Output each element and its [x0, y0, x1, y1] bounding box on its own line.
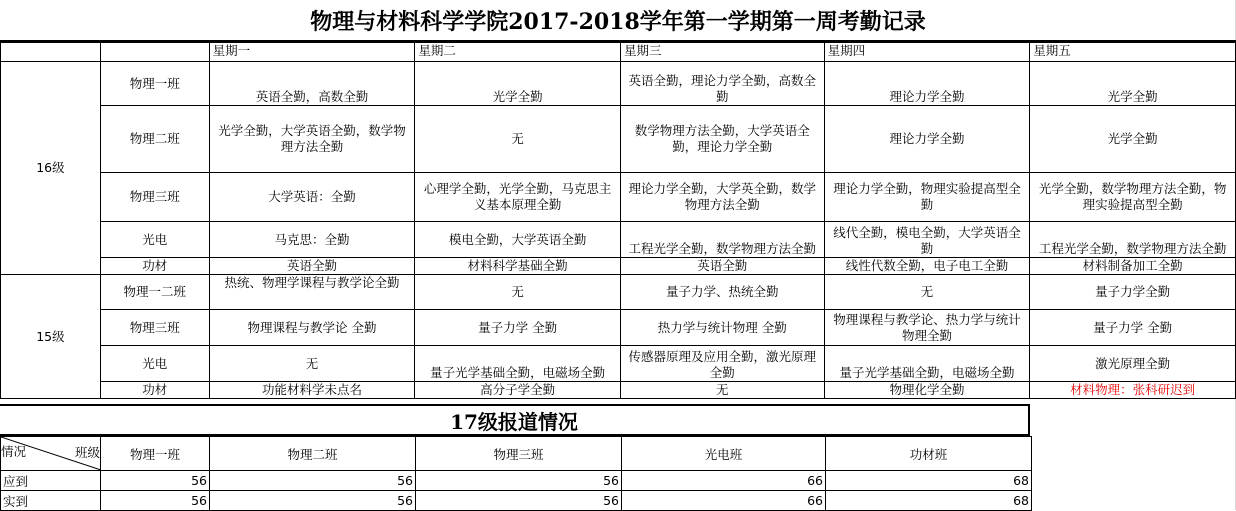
table-row [1, 275, 1236, 310]
corner-label-left: 情况 [1, 444, 27, 459]
report-value-cell[interactable]: 66 [622, 471, 826, 491]
attendance-cell[interactable]: 材料制备加工全勤 [1030, 258, 1236, 275]
day-header[interactable]: 星期二 [415, 43, 621, 62]
grade-cell[interactable]: 15级 [1, 275, 101, 399]
day-header[interactable]: 星期四 [824, 43, 1030, 62]
attendance-cell[interactable]: 数学物理方法全勤，大学英语全勤，理论力学全勤 [620, 106, 824, 173]
table-row [1, 222, 1236, 258]
sheet-title[interactable]: 物理与材料科学学院2017-2018学年第一学期第一周考勤记录 [0, 0, 1236, 42]
attendance-cell[interactable]: 光学全勤 [1030, 62, 1236, 106]
report-class-header[interactable]: 物理一班 [101, 437, 210, 471]
report-value-cell[interactable]: 68 [826, 471, 1032, 491]
class-name-cell[interactable]: 功材 [100, 258, 209, 275]
attendance-cell[interactable]: 英语全勤，理论力学全勤，高数全勤 [620, 62, 824, 106]
class-name-cell[interactable]: 物理三班 [100, 173, 209, 222]
class-name-cell[interactable]: 物理一班 [100, 62, 209, 106]
attendance-cell[interactable]: 物理课程与教学论 全勤 [209, 310, 415, 346]
attendance-cell[interactable]: 无 [415, 106, 621, 173]
report-class-header[interactable]: 物理二班 [210, 437, 416, 471]
attendance-cell[interactable]: 量子光学基础全勤，电磁场全勤 [415, 346, 621, 382]
report-row [1, 471, 1032, 491]
report-class-header[interactable]: 光电班 [622, 437, 826, 471]
attendance-cell[interactable]: 传感器原理及应用全勤，激光原理全勤 [620, 346, 824, 382]
table-row [1, 173, 1236, 222]
attendance-cell[interactable]: 英语全勤，高数全勤 [209, 62, 415, 106]
grade-cell[interactable]: 16级 [1, 62, 101, 275]
header-blank[interactable] [100, 43, 209, 62]
table-row [1, 310, 1236, 346]
class-name-cell[interactable]: 功材 [100, 382, 209, 399]
corner-diagonal-cell[interactable] [1, 437, 101, 471]
corner-label-right: 班级 [74, 445, 100, 460]
report-value-cell[interactable]: 68 [826, 491, 1032, 511]
header-row [1, 43, 1236, 62]
attendance-cell[interactable]: 理论力学全勤 [824, 62, 1030, 106]
attendance-cell[interactable]: 量子力学全勤 [1030, 275, 1236, 310]
attendance-cell[interactable]: 理论力学全勤，大学英全勤，数学物理方法全勤 [620, 173, 824, 222]
report-header-row [1, 437, 1032, 471]
attendance-cell[interactable]: 热统、物理学课程与教学论全勤 [209, 275, 415, 310]
attendance-table [0, 42, 1236, 399]
table-row [1, 258, 1236, 275]
class-name-cell[interactable]: 光电 [100, 346, 209, 382]
attendance-cell[interactable]: 光学全勤 [1030, 106, 1236, 173]
attendance-cell[interactable]: 无 [620, 382, 824, 399]
attendance-cell[interactable]: 大学英语：全勤 [209, 173, 415, 222]
report-value-cell[interactable]: 56 [210, 471, 416, 491]
report-class-header[interactable]: 物理三班 [416, 437, 622, 471]
attendance-cell[interactable]: 物理化学全勤 [824, 382, 1030, 399]
attendance-cell[interactable]: 线代全勤，模电全勤，大学英语全勤 [824, 222, 1030, 258]
attendance-cell[interactable]: 高分子学全勤 [415, 382, 621, 399]
day-header[interactable]: 星期一 [209, 43, 415, 62]
report-row-label[interactable]: 应到 [1, 471, 101, 491]
table-row [1, 106, 1236, 173]
class-name-cell[interactable]: 物理一二班 [100, 275, 209, 310]
report-value-cell[interactable]: 66 [622, 491, 826, 511]
table-row [1, 382, 1236, 399]
attendance-cell[interactable]: 功能材料学未点名 [209, 382, 415, 399]
attendance-cell[interactable]: 量子力学、热统全勤 [620, 275, 824, 310]
attendance-cell[interactable]: 线性代数全勤，电子电工全勤 [824, 258, 1030, 275]
class-name-cell[interactable]: 物理二班 [100, 106, 209, 173]
report-value-cell[interactable]: 56 [416, 491, 622, 511]
report-value-cell[interactable]: 56 [101, 491, 210, 511]
attendance-cell[interactable]: 模电全勤，大学英语全勤 [415, 222, 621, 258]
attendance-cell[interactable]: 英语全勤 [620, 258, 824, 275]
attendance-cell[interactable]: 光学全勤，大学英语全勤，数学物理方法全勤 [209, 106, 415, 173]
report-value-cell[interactable]: 56 [210, 491, 416, 511]
report-row [1, 491, 1032, 511]
report-value-cell[interactable]: 56 [416, 471, 622, 491]
attendance-cell[interactable]: 马克思：全勤 [209, 222, 415, 258]
attendance-cell[interactable]: 材料科学基础全勤 [415, 258, 621, 275]
attendance-cell[interactable]: 工程光学全勤，数学物理方法全勤 [1030, 222, 1236, 258]
attendance-cell[interactable]: 理论力学全勤，物理实验提高型全勤 [824, 173, 1030, 222]
day-header[interactable]: 星期五 [1030, 43, 1236, 62]
attendance-cell[interactable]: 光学全勤 [415, 62, 621, 106]
attendance-cell[interactable]: 量子力学 全勤 [1030, 310, 1236, 346]
attendance-cell[interactable]: 量子光学基础全勤，电磁场全勤 [824, 346, 1030, 382]
day-header[interactable]: 星期三 [620, 43, 824, 62]
report-class-header[interactable]: 功材班 [826, 437, 1032, 471]
attendance-cell[interactable]: 英语全勤 [209, 258, 415, 275]
attendance-cell[interactable]: 热力学与统计物理 全勤 [620, 310, 824, 346]
report-value-cell[interactable]: 56 [101, 471, 210, 491]
attendance-cell[interactable]: 量子力学 全勤 [415, 310, 621, 346]
attendance-cell[interactable]: 无 [415, 275, 621, 310]
header-blank[interactable] [1, 43, 101, 62]
attendance-cell[interactable]: 理论力学全勤 [824, 106, 1030, 173]
attendance-cell[interactable]: 工程光学全勤，数学物理方法全勤 [620, 222, 824, 258]
attendance-cell[interactable]: 光学全勤，数学物理方法全勤，物理实验提高型全勤 [1030, 173, 1236, 222]
class-name-cell[interactable]: 物理三班 [100, 310, 209, 346]
table-row [1, 62, 1236, 106]
report-table [0, 436, 1032, 511]
table-row [1, 346, 1236, 382]
class-name-cell[interactable]: 光电 [100, 222, 209, 258]
late-attendance-cell[interactable]: 材料物理：张科研迟到 [1030, 382, 1236, 399]
attendance-cell[interactable]: 无 [209, 346, 415, 382]
report-row-label[interactable]: 实到 [1, 491, 101, 511]
attendance-cell[interactable]: 无 [824, 275, 1030, 310]
report-section-title[interactable]: 17级报道情况 [0, 404, 1030, 436]
attendance-cell[interactable]: 激光原理全勤 [1030, 346, 1236, 382]
attendance-cell[interactable]: 心理学全勤，光学全勤，马克思主义基本原理全勤 [415, 173, 621, 222]
attendance-cell[interactable]: 物理课程与教学论、热力学与统计物理全勤 [824, 310, 1030, 346]
